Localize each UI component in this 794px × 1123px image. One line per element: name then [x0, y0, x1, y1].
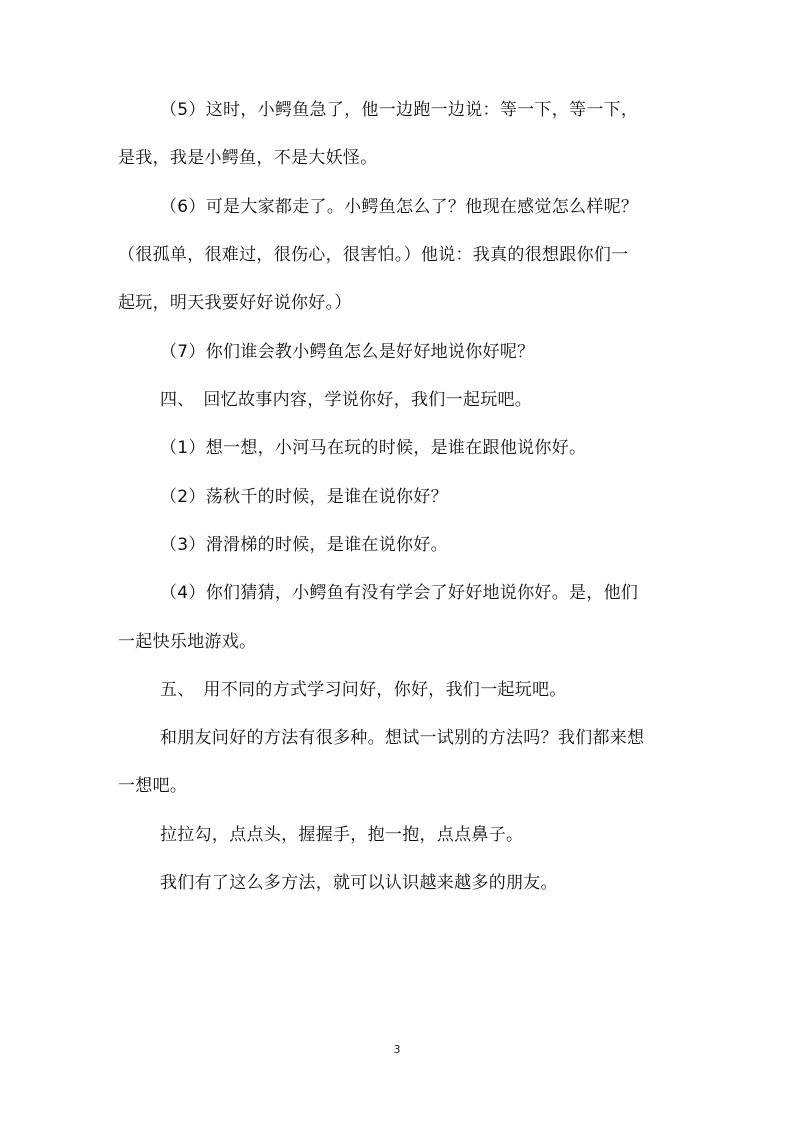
section-5-paragraph-line-1: 和朋友问好的方法有很多种。想试一试别的方法吗？我们都来想 — [160, 728, 645, 748]
paragraph-5-line-1: （5）这时，小鳄鱼急了，他一边跑一边说：等一下，等一下， — [160, 100, 639, 120]
closing-line: 我们有了这么多方法，就可以认识越来越多的朋友。 — [160, 873, 558, 893]
page-number: 3 — [393, 1043, 401, 1056]
paragraph-7: （7）你们谁会教小鳄鱼怎么是好好地说你好呢？ — [160, 342, 535, 362]
paragraph-5-line-2: 是我，我是小鳄鱼，不是大妖怪。 — [118, 148, 378, 168]
paragraph-6-line-3: 起玩，明天我要好好说你好。） — [118, 293, 352, 313]
section-4-item-4-line-2: 一起快乐地游戏。 — [118, 632, 257, 652]
section-5-paragraph-line-2: 一想吧。 — [118, 776, 188, 796]
paragraph-6-line-2: （很孤单，很难过，很伤心，很害怕。）他说：我真的很想跟你们一 — [118, 245, 629, 265]
section-4-item-3: （3）滑滑梯的时候，是谁在说你好。 — [160, 535, 448, 555]
greeting-methods-line: 拉拉勾，点点头，握握手，抱一抱，点点鼻子。 — [160, 825, 524, 845]
section-4-item-1: （1）想一想，小河马在玩的时候，是谁在跟他说你好。 — [160, 438, 587, 458]
section-4-heading: 四、 回忆故事内容，学说你好，我们一起玩吧。 — [160, 390, 533, 410]
section-4-item-2: （2）荡秋千的时候，是谁在说你好？ — [160, 487, 448, 507]
section-4-item-4-line-1: （4）你们猜猜，小鳄鱼有没有学会了好好地说你好。是，他们 — [160, 583, 639, 603]
paragraph-6-line-1: （6）可是大家都走了。小鳄鱼怎么了？他现在感觉怎么样呢？ — [160, 197, 639, 217]
section-5-heading: 五、 用不同的方式学习问好，你好，我们一起玩吧。 — [160, 680, 567, 700]
